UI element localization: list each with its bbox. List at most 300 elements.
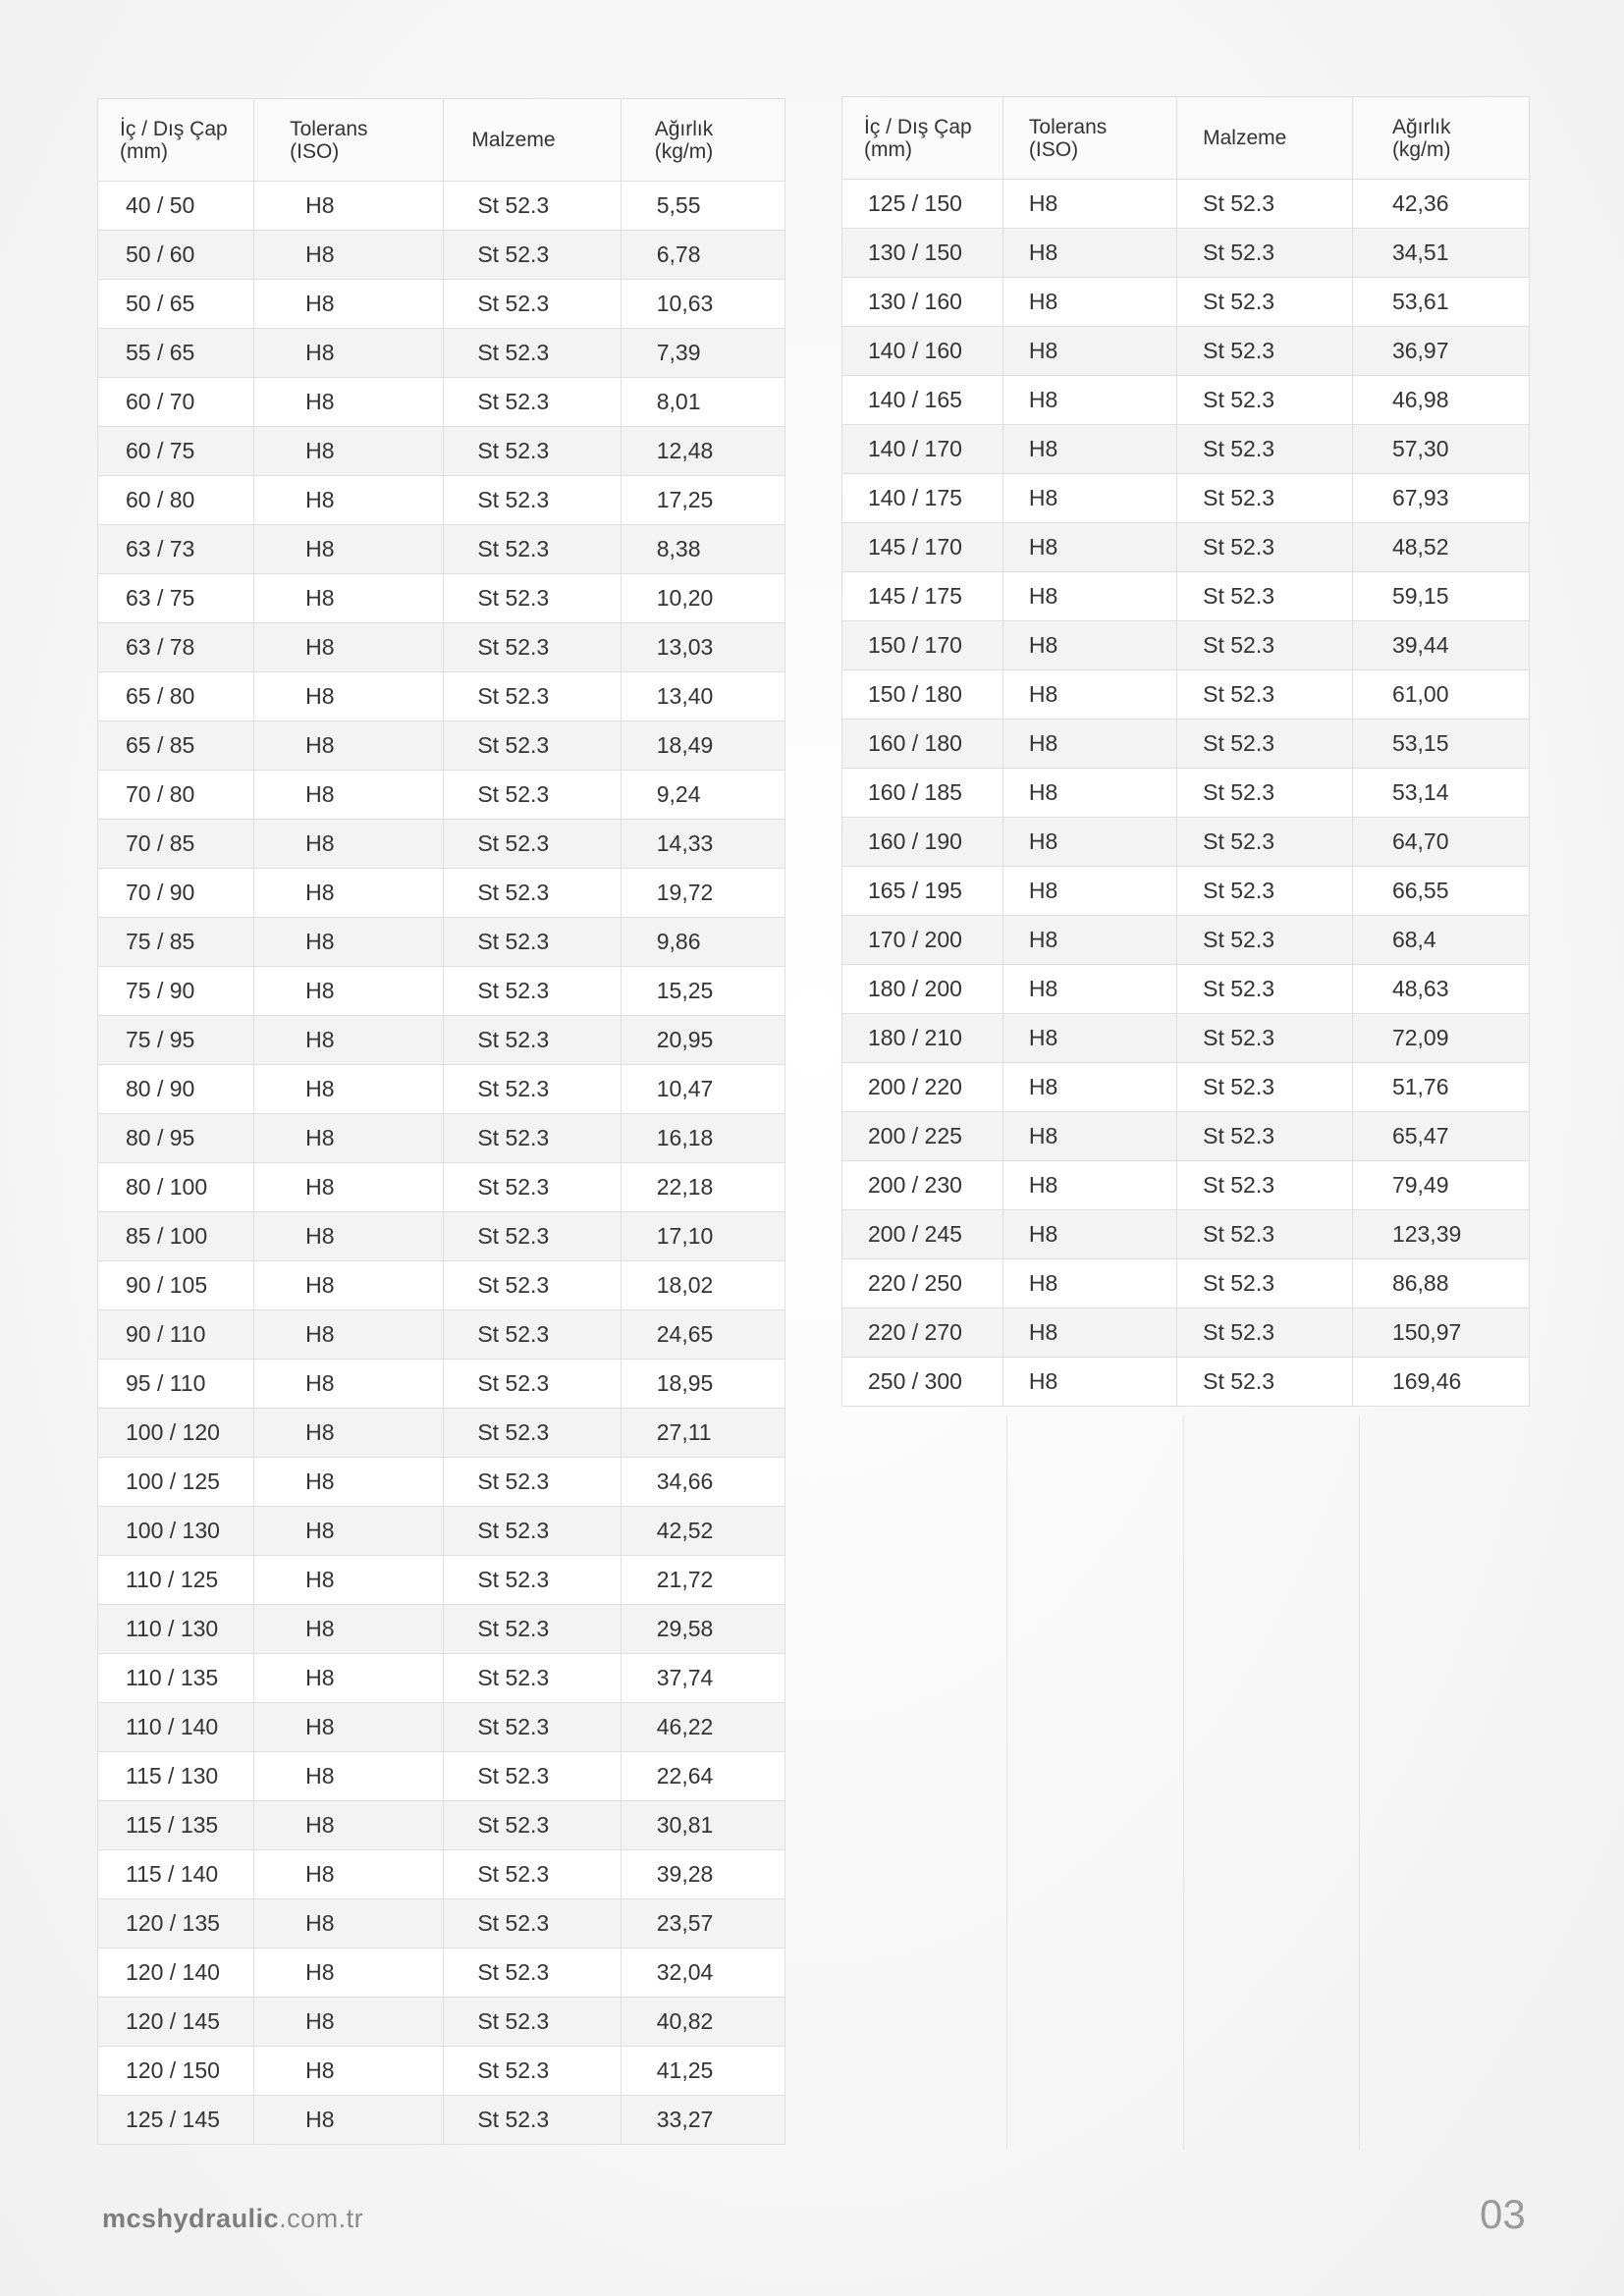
table-row — [842, 425, 1530, 474]
material-cell: St 52.3 — [1177, 229, 1353, 278]
table-row — [842, 1358, 1530, 1407]
weight-cell: 46,98 — [1352, 376, 1529, 425]
material-cell: St 52.3 — [444, 1507, 621, 1556]
table-row — [98, 1114, 785, 1163]
tolerance-cell: H8 — [254, 1654, 444, 1703]
table-row — [98, 1605, 785, 1654]
tolerance-cell: H8 — [1002, 1014, 1176, 1063]
table-row — [98, 1556, 785, 1605]
tolerance-cell: H8 — [1002, 1259, 1176, 1308]
diameter-cell: 125 / 150 — [842, 180, 1003, 229]
table-row — [842, 572, 1530, 621]
weight-cell: 27,11 — [621, 1409, 785, 1458]
tube-spec-table-right — [841, 96, 1530, 1407]
material-cell: St 52.3 — [444, 1605, 621, 1654]
diameter-cell: 140 / 175 — [842, 474, 1003, 523]
material-cell: St 52.3 — [1177, 916, 1353, 965]
material-cell: St 52.3 — [444, 2047, 621, 2096]
tolerance-cell: H8 — [254, 1752, 444, 1801]
table-row — [842, 523, 1530, 572]
table-row — [98, 1310, 785, 1360]
table-row — [98, 771, 785, 820]
diameter-cell: 180 / 200 — [842, 965, 1003, 1014]
weight-cell: 42,52 — [621, 1507, 785, 1556]
tolerance-cell: H8 — [1002, 229, 1176, 278]
diameter-cell: 120 / 135 — [98, 1899, 254, 1949]
diameter-cell: 63 / 78 — [98, 623, 254, 672]
material-cell: St 52.3 — [444, 1163, 621, 1212]
material-cell: St 52.3 — [444, 672, 621, 721]
weight-cell: 53,15 — [1352, 720, 1529, 769]
tolerance-cell: H8 — [1002, 523, 1176, 572]
footer-brand — [102, 2204, 363, 2234]
weight-cell: 14,33 — [621, 820, 785, 869]
weight-cell: 29,58 — [621, 1605, 785, 1654]
tolerance-cell: H8 — [254, 1998, 444, 2047]
diameter-cell: 63 / 75 — [98, 574, 254, 623]
tolerance-cell: H8 — [1002, 1210, 1176, 1259]
weight-cell: 42,36 — [1352, 180, 1529, 229]
weight-cell: 5,55 — [621, 182, 785, 231]
weight-cell: 22,64 — [621, 1752, 785, 1801]
diameter-cell: 110 / 140 — [98, 1703, 254, 1752]
table-row — [842, 474, 1530, 523]
table-row — [842, 278, 1530, 327]
table-row — [98, 1360, 785, 1409]
material-cell: St 52.3 — [444, 2096, 621, 2145]
diameter-cell: 150 / 180 — [842, 670, 1003, 720]
table-row — [98, 1752, 785, 1801]
weight-cell: 10,20 — [621, 574, 785, 623]
weight-cell: 18,95 — [621, 1360, 785, 1409]
material-cell: St 52.3 — [444, 1556, 621, 1605]
weight-cell: 65,47 — [1352, 1112, 1529, 1161]
diameter-cell: 60 / 75 — [98, 427, 254, 476]
tolerance-cell: H8 — [1002, 180, 1176, 229]
tolerance-cell: H8 — [1002, 1308, 1176, 1358]
diameter-cell: 160 / 190 — [842, 818, 1003, 867]
weight-cell: 15,25 — [621, 967, 785, 1016]
weight-cell: 86,88 — [1352, 1259, 1529, 1308]
table-row — [98, 1163, 785, 1212]
diameter-header: İç / Dış Çap (mm) — [98, 99, 254, 182]
weight-cell: 46,22 — [621, 1703, 785, 1752]
weight-cell: 61,00 — [1352, 670, 1529, 720]
material-cell: St 52.3 — [1177, 720, 1353, 769]
material-cell: St 52.3 — [444, 918, 621, 967]
material-cell: St 52.3 — [444, 1065, 621, 1114]
tolerance-cell: H8 — [1002, 769, 1176, 818]
diameter-cell: 110 / 135 — [98, 1654, 254, 1703]
tube-spec-table-left — [97, 98, 785, 2145]
table-row — [98, 1507, 785, 1556]
brand-domain: .com.tr — [279, 2204, 364, 2233]
diameter-cell: 220 / 250 — [842, 1259, 1003, 1308]
tolerance-cell: H8 — [254, 1556, 444, 1605]
diameter-cell: 75 / 85 — [98, 918, 254, 967]
tolerance-cell: H8 — [254, 1065, 444, 1114]
table-row — [98, 967, 785, 1016]
material-cell: St 52.3 — [444, 1261, 621, 1310]
weight-cell: 16,18 — [621, 1114, 785, 1163]
tolerance-cell: H8 — [1002, 916, 1176, 965]
tolerance-cell: H8 — [254, 1016, 444, 1065]
tolerance-cell: H8 — [254, 280, 444, 329]
weight-cell: 22,18 — [621, 1163, 785, 1212]
table-row — [98, 1899, 785, 1949]
diameter-cell: 130 / 160 — [842, 278, 1003, 327]
table-body — [842, 180, 1530, 1407]
material-cell: St 52.3 — [444, 329, 621, 378]
tolerance-cell: H8 — [1002, 376, 1176, 425]
weight-cell: 13,03 — [621, 623, 785, 672]
weight-cell: 39,28 — [621, 1850, 785, 1899]
tolerance-cell: H8 — [254, 672, 444, 721]
diameter-cell: 50 / 65 — [98, 280, 254, 329]
table-row — [842, 327, 1530, 376]
tolerance-cell: H8 — [1002, 965, 1176, 1014]
table-row — [842, 1259, 1530, 1308]
material-cell: St 52.3 — [1177, 670, 1353, 720]
weight-cell: 9,86 — [621, 918, 785, 967]
weight-cell: 24,65 — [621, 1310, 785, 1360]
tolerance-cell: H8 — [254, 182, 444, 231]
weight-cell: 10,63 — [621, 280, 785, 329]
tolerance-cell: H8 — [254, 967, 444, 1016]
table-row — [98, 721, 785, 771]
tolerance-cell: H8 — [1002, 1358, 1176, 1407]
table-body — [98, 182, 785, 2145]
table-row — [98, 1949, 785, 1998]
material-cell: St 52.3 — [444, 1310, 621, 1360]
material-cell: St 52.3 — [1177, 818, 1353, 867]
diameter-cell: 70 / 85 — [98, 820, 254, 869]
diameter-cell: 80 / 95 — [98, 1114, 254, 1163]
tolerance-cell: H8 — [254, 820, 444, 869]
tolerance-cell: H8 — [254, 2047, 444, 2096]
weight-cell: 12,48 — [621, 427, 785, 476]
header-row — [842, 97, 1530, 180]
weight-cell: 30,81 — [621, 1801, 785, 1850]
page-number: 03 — [1480, 2191, 1526, 2237]
tolerance-cell: H8 — [254, 1703, 444, 1752]
weight-cell: 123,39 — [1352, 1210, 1529, 1259]
table-row — [98, 329, 785, 378]
table-row — [842, 769, 1530, 818]
weight-cell: 10,47 — [621, 1065, 785, 1114]
table-row — [98, 1801, 785, 1850]
material-cell: St 52.3 — [1177, 278, 1353, 327]
diameter-cell: 140 / 170 — [842, 425, 1003, 474]
weight-cell: 6,78 — [621, 231, 785, 280]
table-row — [98, 1065, 785, 1114]
tolerance-cell: H8 — [1002, 1161, 1176, 1210]
material-cell: St 52.3 — [444, 1409, 621, 1458]
material-cell: St 52.3 — [1177, 1112, 1353, 1161]
diameter-cell: 60 / 70 — [98, 378, 254, 427]
diameter-cell: 130 / 150 — [842, 229, 1003, 278]
material-cell: St 52.3 — [444, 1899, 621, 1949]
diameter-cell: 120 / 150 — [98, 2047, 254, 2096]
table-row — [98, 1998, 785, 2047]
diameter-cell: 150 / 170 — [842, 621, 1003, 670]
diameter-cell: 160 / 185 — [842, 769, 1003, 818]
table-row — [98, 1409, 785, 1458]
material-cell: St 52.3 — [444, 820, 621, 869]
weight-cell: 19,72 — [621, 869, 785, 918]
material-cell: St 52.3 — [444, 967, 621, 1016]
material-cell: St 52.3 — [1177, 867, 1353, 916]
weight-cell: 68,4 — [1352, 916, 1529, 965]
table-row — [98, 869, 785, 918]
table-row — [842, 720, 1530, 769]
tolerance-cell: H8 — [1002, 474, 1176, 523]
diameter-cell: 110 / 130 — [98, 1605, 254, 1654]
material-cell: St 52.3 — [444, 476, 621, 525]
tolerance-cell: H8 — [254, 2096, 444, 2145]
weight-cell: 48,52 — [1352, 523, 1529, 572]
diameter-cell: 250 / 300 — [842, 1358, 1003, 1407]
diameter-cell: 85 / 100 — [98, 1212, 254, 1261]
table-row — [98, 525, 785, 574]
diameter-cell: 140 / 165 — [842, 376, 1003, 425]
tolerance-header: Tolerans (ISO) — [254, 99, 444, 182]
table-row — [98, 378, 785, 427]
tolerance-cell: H8 — [254, 623, 444, 672]
material-cell: St 52.3 — [444, 1458, 621, 1507]
table-row — [98, 1016, 785, 1065]
table-row — [98, 1654, 785, 1703]
material-cell: St 52.3 — [1177, 1210, 1353, 1259]
material-cell: St 52.3 — [444, 1703, 621, 1752]
tolerance-header: Tolerans (ISO) — [1002, 97, 1176, 180]
weight-cell: 51,76 — [1352, 1063, 1529, 1112]
table-row — [842, 1308, 1530, 1358]
diameter-cell: 90 / 110 — [98, 1310, 254, 1360]
tolerance-cell: H8 — [1002, 720, 1176, 769]
diameter-cell: 200 / 245 — [842, 1210, 1003, 1259]
tolerance-cell: H8 — [1002, 670, 1176, 720]
weight-cell: 33,27 — [621, 2096, 785, 2145]
diameter-cell: 165 / 195 — [842, 867, 1003, 916]
weight-cell: 18,49 — [621, 721, 785, 771]
material-cell: St 52.3 — [444, 378, 621, 427]
material-cell: St 52.3 — [444, 1998, 621, 2047]
weight-cell: 72,09 — [1352, 1014, 1529, 1063]
material-cell: St 52.3 — [1177, 1358, 1353, 1407]
table-header — [98, 99, 785, 182]
tolerance-cell: H8 — [254, 1605, 444, 1654]
material-cell: St 52.3 — [444, 1016, 621, 1065]
tolerance-cell: H8 — [254, 869, 444, 918]
diameter-cell: 80 / 100 — [98, 1163, 254, 1212]
weight-cell: 67,93 — [1352, 474, 1529, 523]
weight-cell: 79,49 — [1352, 1161, 1529, 1210]
table-row — [98, 231, 785, 280]
tolerance-cell: H8 — [1002, 425, 1176, 474]
diameter-cell: 180 / 210 — [842, 1014, 1003, 1063]
material-cell: St 52.3 — [1177, 1308, 1353, 1358]
diameter-header: İç / Dış Çap (mm) — [842, 97, 1003, 180]
weight-cell: 53,61 — [1352, 278, 1529, 327]
table-row — [98, 918, 785, 967]
weight-cell: 13,40 — [621, 672, 785, 721]
table-row — [98, 476, 785, 525]
tolerance-cell: H8 — [254, 721, 444, 771]
tolerance-cell: H8 — [254, 1899, 444, 1949]
tolerance-cell: H8 — [254, 1360, 444, 1409]
diameter-cell: 125 / 145 — [98, 2096, 254, 2145]
diameter-cell: 200 / 225 — [842, 1112, 1003, 1161]
table-row — [842, 1210, 1530, 1259]
diameter-cell: 70 / 80 — [98, 771, 254, 820]
tolerance-cell: H8 — [1002, 867, 1176, 916]
table-row — [842, 229, 1530, 278]
column-divider — [1359, 1415, 1360, 2150]
table-row — [842, 1063, 1530, 1112]
tolerance-cell: H8 — [254, 1409, 444, 1458]
table-row — [842, 1014, 1530, 1063]
diameter-cell: 120 / 140 — [98, 1949, 254, 1998]
table-row — [842, 867, 1530, 916]
tolerance-cell: H8 — [254, 476, 444, 525]
tolerance-cell: H8 — [254, 771, 444, 820]
tolerance-cell: H8 — [1002, 572, 1176, 621]
weight-cell: 9,24 — [621, 771, 785, 820]
table-row — [98, 2047, 785, 2096]
tolerance-cell: H8 — [254, 329, 444, 378]
material-cell: St 52.3 — [444, 427, 621, 476]
brand-name: mcshydraulic — [102, 2204, 280, 2233]
material-cell: St 52.3 — [444, 1654, 621, 1703]
weight-cell: 23,57 — [621, 1899, 785, 1949]
table-row — [842, 916, 1530, 965]
weight-cell: 66,55 — [1352, 867, 1529, 916]
material-header: Malzeme — [1177, 97, 1353, 180]
weight-cell: 32,04 — [621, 1949, 785, 1998]
material-cell: St 52.3 — [1177, 327, 1353, 376]
tolerance-cell: H8 — [254, 1458, 444, 1507]
table-row — [98, 820, 785, 869]
table-row — [842, 818, 1530, 867]
material-cell: St 52.3 — [444, 231, 621, 280]
weight-cell: 48,63 — [1352, 965, 1529, 1014]
diameter-cell: 40 / 50 — [98, 182, 254, 231]
table-row — [98, 1850, 785, 1899]
weight-cell: 18,02 — [621, 1261, 785, 1310]
material-cell: St 52.3 — [444, 1212, 621, 1261]
tolerance-cell: H8 — [254, 525, 444, 574]
material-cell: St 52.3 — [1177, 1014, 1353, 1063]
weight-cell: 150,97 — [1352, 1308, 1529, 1358]
table-row — [98, 280, 785, 329]
diameter-cell: 65 / 80 — [98, 672, 254, 721]
diameter-cell: 110 / 125 — [98, 1556, 254, 1605]
table-row — [842, 1112, 1530, 1161]
diameter-cell: 95 / 110 — [98, 1360, 254, 1409]
weight-cell: 8,38 — [621, 525, 785, 574]
material-cell: St 52.3 — [444, 1850, 621, 1899]
diameter-cell: 200 / 230 — [842, 1161, 1003, 1210]
diameter-cell: 200 / 220 — [842, 1063, 1003, 1112]
material-cell: St 52.3 — [1177, 769, 1353, 818]
table-row — [98, 2096, 785, 2145]
weight-cell: 36,97 — [1352, 327, 1529, 376]
material-cell: St 52.3 — [1177, 572, 1353, 621]
diameter-cell: 75 / 95 — [98, 1016, 254, 1065]
material-cell: St 52.3 — [444, 1360, 621, 1409]
material-cell: St 52.3 — [1177, 965, 1353, 1014]
tolerance-cell: H8 — [254, 378, 444, 427]
table-row — [98, 1703, 785, 1752]
table-row — [98, 1458, 785, 1507]
table-row — [98, 182, 785, 231]
material-cell: St 52.3 — [444, 280, 621, 329]
diameter-cell: 90 / 105 — [98, 1261, 254, 1310]
weight-cell: 39,44 — [1352, 621, 1529, 670]
diameter-cell: 100 / 120 — [98, 1409, 254, 1458]
weight-cell: 8,01 — [621, 378, 785, 427]
header-row — [98, 99, 785, 182]
tolerance-cell: H8 — [254, 574, 444, 623]
weight-cell: 7,39 — [621, 329, 785, 378]
material-cell: St 52.3 — [444, 1801, 621, 1850]
weight-cell: 64,70 — [1352, 818, 1529, 867]
table-header — [842, 97, 1530, 180]
weight-header: Ağırlık (kg/m) — [1352, 97, 1529, 180]
tolerance-cell: H8 — [254, 1212, 444, 1261]
tolerance-cell: H8 — [254, 427, 444, 476]
tolerance-cell: H8 — [254, 231, 444, 280]
tolerance-cell: H8 — [254, 1850, 444, 1899]
material-cell: St 52.3 — [444, 869, 621, 918]
material-cell: St 52.3 — [1177, 376, 1353, 425]
table-row — [98, 623, 785, 672]
tolerance-cell: H8 — [1002, 621, 1176, 670]
tolerance-cell: H8 — [1002, 1063, 1176, 1112]
diameter-cell: 140 / 160 — [842, 327, 1003, 376]
diameter-cell: 115 / 140 — [98, 1850, 254, 1899]
diameter-cell: 50 / 60 — [98, 231, 254, 280]
table-row — [842, 180, 1530, 229]
diameter-cell: 100 / 130 — [98, 1507, 254, 1556]
table-row — [842, 670, 1530, 720]
column-divider — [1006, 1415, 1007, 2150]
diameter-cell: 120 / 145 — [98, 1998, 254, 2047]
weight-cell: 169,46 — [1352, 1358, 1529, 1407]
table-row — [98, 427, 785, 476]
weight-cell: 57,30 — [1352, 425, 1529, 474]
diameter-cell: 160 / 180 — [842, 720, 1003, 769]
material-cell: St 52.3 — [444, 623, 621, 672]
material-cell: St 52.3 — [444, 771, 621, 820]
material-cell: St 52.3 — [1177, 621, 1353, 670]
weight-cell: 53,14 — [1352, 769, 1529, 818]
weight-cell: 40,82 — [621, 1998, 785, 2047]
tolerance-cell: H8 — [254, 1310, 444, 1360]
weight-cell: 17,25 — [621, 476, 785, 525]
weight-cell: 41,25 — [621, 2047, 785, 2096]
table-row — [842, 965, 1530, 1014]
diameter-cell: 80 / 90 — [98, 1065, 254, 1114]
material-cell: St 52.3 — [444, 1752, 621, 1801]
weight-header: Ağırlık (kg/m) — [621, 99, 785, 182]
material-cell: St 52.3 — [444, 574, 621, 623]
diameter-cell: 220 / 270 — [842, 1308, 1003, 1358]
tolerance-cell: H8 — [254, 1507, 444, 1556]
tolerance-cell: H8 — [254, 918, 444, 967]
tolerance-cell: H8 — [254, 1163, 444, 1212]
